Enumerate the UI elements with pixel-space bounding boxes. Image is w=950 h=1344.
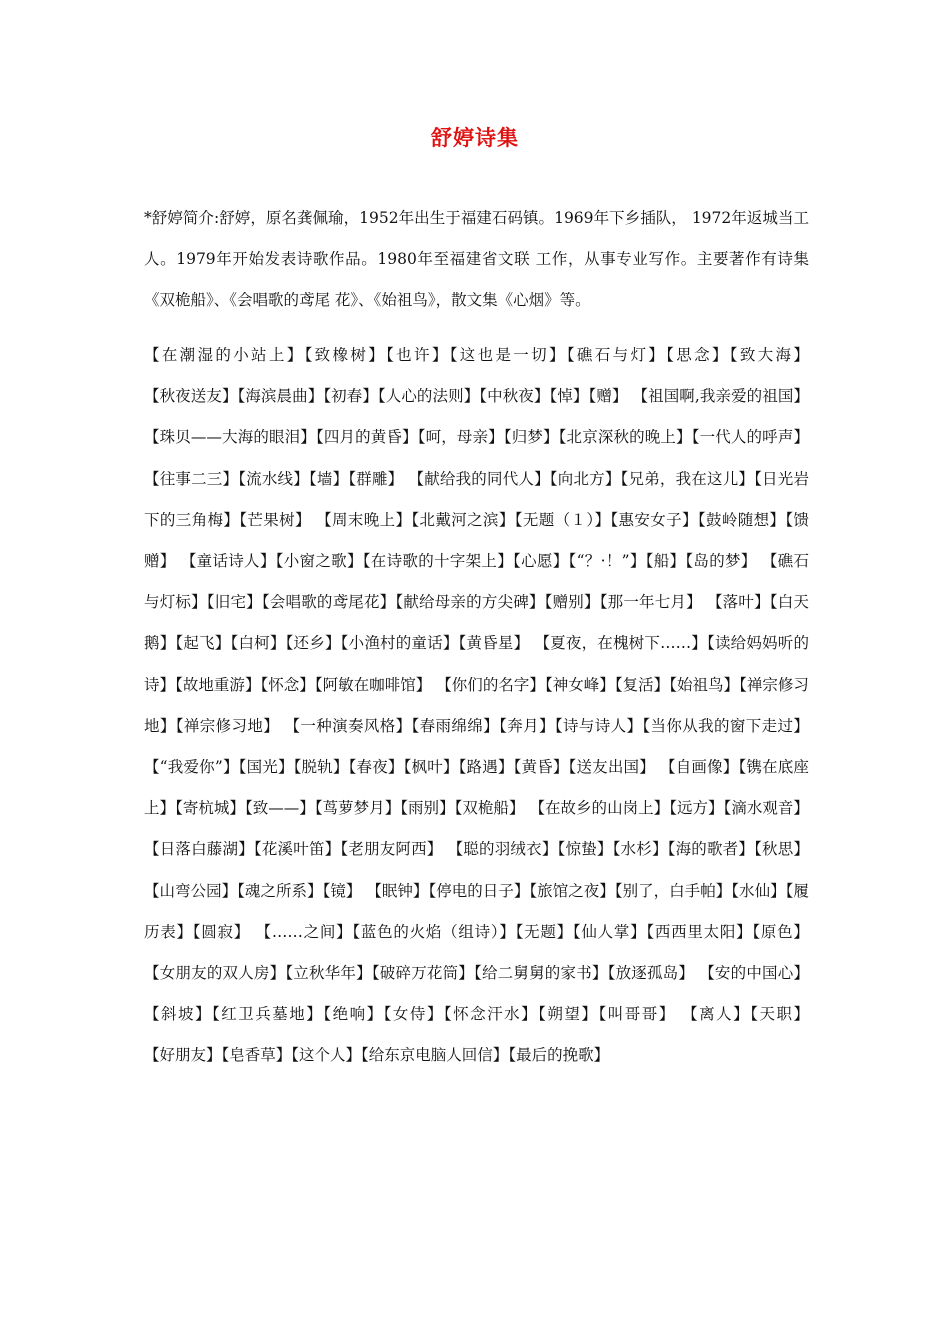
poem-title: 【小窗之歌】 [275, 552, 363, 571]
poem-title: 【寄杭城】 [175, 799, 245, 818]
poem-title: 【红卫兵墓地】 [212, 1005, 324, 1024]
poem-title: 【无题（１）】 [514, 510, 611, 529]
poem-title: 【赠】 [588, 387, 633, 406]
poem-title: 【一种演奏风格】 [284, 716, 412, 735]
poem-title: 【赠别】 [544, 593, 600, 612]
poem-title: 【“？·！”】 [568, 552, 646, 571]
poem-title: 【岛的梦】 [685, 552, 762, 571]
poem-title: 【童话诗人】 [180, 552, 276, 571]
poem-title: 【禅宗修习地】 [175, 716, 285, 735]
poem-title: 【脱轨】 [293, 758, 349, 777]
poem-title: 【西西里太阳】 [646, 922, 753, 941]
poem-title: 【也许】 [386, 346, 450, 364]
poem-title: 【思念】 [666, 346, 730, 364]
poem-title: 【四月的黄昏】 [315, 428, 418, 447]
poem-title: 【聪的羽绒衣】 [447, 840, 558, 859]
poem-title: 【滴水观音】 [723, 799, 809, 818]
poem-title: 【会唱歌的鸢尾花】 [261, 593, 396, 612]
poem-title: 【礁石与灯】 [566, 346, 667, 364]
poem-title: 【初春】 [323, 387, 378, 406]
poem-title: 【诗与诗人】 [554, 716, 643, 735]
poem-title: 【旅馆之夜】 [529, 881, 615, 900]
poem-title: 【……之间】 [255, 922, 353, 941]
poem-title: 【花溪叶笛】 [253, 840, 341, 859]
poem-title: 【芒果树】 [239, 510, 317, 529]
poem-title: 【魂之所系】 [237, 881, 323, 900]
poem-title: 【在潮湿的小站上】 [144, 346, 305, 364]
poem-title: 【老朋友阿西】 [340, 840, 448, 859]
poem-title: 【女侍】 [383, 1005, 444, 1024]
poem-title: 【海滨晨曲】 [237, 387, 324, 406]
poem-title: 【圆寂】 [192, 922, 256, 941]
poem-title: 【破碎万花筒】 [371, 964, 475, 983]
poem-title: 【神女峰】 [544, 675, 615, 694]
poem-title: 【一代人的呼声】 [691, 428, 809, 447]
poem-title: 【好朋友】 [144, 1046, 222, 1065]
poem-title: 【离人】 [682, 1005, 751, 1024]
poem-title: 【国光】 [238, 758, 294, 777]
poem-title: 【别了，白手帕】 [614, 881, 732, 900]
poem-title: 【朔望】 [538, 1005, 599, 1024]
poem-title: 【水杉】 [612, 840, 668, 859]
poem-title: 【禅宗修习地】 [144, 675, 809, 735]
poem-title: 【安的中国心】 [699, 964, 809, 983]
poem-title: 【斜坡】 [144, 1005, 213, 1024]
poem-title: 【旧宅】 [206, 593, 262, 612]
poem-title: 【最后的挽歌】 [508, 1046, 610, 1065]
poem-title: 【白柯】 [230, 634, 286, 653]
poem-title-list [144, 335, 809, 1077]
poem-title: 【群雕】 [348, 469, 409, 488]
poem-title: 【给东京电脑人回信】 [361, 1046, 509, 1065]
poem-title: 【献给我的同代人】 [408, 469, 550, 488]
poem-title: 【路遇】 [458, 758, 514, 777]
document-title: 舒婷诗集 [431, 125, 519, 150]
poem-title: 【黄昏星】 [458, 634, 535, 653]
author-introduction: *舒婷简介:舒婷，原名龚佩瑜，1952年出生于福建石码镇。1969年下乡插队， 1972年返城当工人。1979年开始发表诗歌作品。1980年至福建省文联 工作，从事专业写作。主要著作有诗集《双桅船》、《会唱歌的鸢尾 花》、《始祖鸟》，散文集《心烟》等。 [144, 209, 809, 309]
poem-title: 【叫哥哥】 [598, 1005, 683, 1024]
poem-title: 【这也是一切】 [449, 346, 567, 364]
poem-title: 【蓝色的火焰（组诗）】 [352, 922, 516, 941]
poem-title: 【秋思】 [754, 840, 809, 859]
poem-title: 【还乡】 [285, 634, 341, 653]
poem-title: 【珠贝——大海的眼泪】 [144, 428, 316, 447]
poem-title: 【周末晚上】 [316, 510, 412, 529]
poem-title: 【奔月】 [499, 716, 555, 735]
poem-title: 【黄昏】 [513, 758, 569, 777]
poem-title: 【春夜】 [348, 758, 404, 777]
poem-title: 【雨别】 [400, 799, 455, 818]
poem-title: 【向北方】 [549, 469, 621, 488]
poem-title: 【这个人】 [291, 1046, 362, 1065]
poem-title: 【起飞】 [175, 634, 231, 653]
poem-title: 【海的歌者】 [667, 840, 755, 859]
poem-title: 【日光岩下的三角梅】 [144, 469, 809, 529]
poem-title: 【中秋夜】 [479, 387, 550, 406]
poem-title: 【人心的法则】 [377, 387, 480, 406]
poem-title: 【茑萝梦月】 [314, 799, 401, 818]
poem-title: 【仙人掌】 [572, 922, 647, 941]
poem-title: 【小渔村的童话】 [340, 634, 459, 653]
poem-title: 【原色】 [752, 922, 809, 941]
poem-title: 【悼】 [549, 387, 589, 406]
poem-title: 【落叶】 [706, 593, 770, 612]
poem-title: 【放逐孤岛】 [607, 964, 700, 983]
poem-title: 【致橡树】 [304, 346, 387, 364]
poem-title: 【履历表】 [144, 881, 809, 941]
poem-title: 【献给母亲的方尖碑】 [395, 593, 545, 612]
poem-title: 【无题】 [515, 922, 573, 941]
poem-title: 【双桅船】 [454, 799, 530, 818]
poem-title: 【北京深秋的晚上】 [558, 428, 692, 447]
poem-title: 【馈赠】 [144, 510, 809, 571]
poem-title: 【怀念】 [260, 675, 315, 694]
poem-title: 【枫叶】 [403, 758, 459, 777]
poem-title: 【鼓岭随想】 [697, 510, 786, 529]
poem-title: 【致——】 [244, 799, 315, 818]
poem-title: 【水仙】 [731, 881, 786, 900]
poem-title: 【白天鹅】 [144, 593, 809, 653]
poem-title: 【你们的名字】 [436, 675, 545, 694]
poem-title: 【山弯公园】 [144, 881, 238, 900]
poem-title: 【惊蛰】 [557, 840, 613, 859]
poem-title: 【停电的日子】 [428, 881, 530, 900]
poem-title: 【始祖鸟】 [669, 675, 740, 694]
poem-title: 【心愿】 [513, 552, 569, 571]
poem-title: 【怀念汗水】 [443, 1005, 539, 1024]
poem-title: 【秋夜送友】 [144, 387, 238, 406]
poem-title: 【女朋友的双人房】 [144, 964, 286, 983]
poem-title: 【致大海】 [729, 346, 809, 364]
poem-title: 【礁石与灯标】 [144, 552, 809, 612]
poem-title: 【在故乡的山岗上】 [529, 799, 670, 818]
poem-title: 【夏夜，在槐树下……】 [534, 634, 707, 653]
poem-title: 【当你从我的窗下走过】 [642, 716, 809, 735]
poem-title: 【兄弟，我在这儿】 [620, 469, 755, 488]
poem-title: 【给二舅舅的家书】 [474, 964, 608, 983]
poem-title: 【送友出国】 [568, 758, 661, 777]
poem-title: 【眠钟】 [366, 881, 429, 900]
poem-title: 【“我爱你”】 [144, 758, 239, 777]
poem-title: 【天职】 [750, 1005, 809, 1024]
poem-title: 【镌在底座上】 [144, 758, 809, 818]
poem-title: 【日落白藤湖】 [144, 840, 254, 859]
poem-title: 【读给妈妈听的诗】 [144, 634, 809, 694]
poem-title: 【那一年七月】 [599, 593, 707, 612]
poem-title: 【呵，母亲】 [417, 428, 504, 447]
poem-title: 【皂香草】 [221, 1046, 292, 1065]
poem-title: 【立秋华年】 [285, 964, 372, 983]
poem-title: 【阿敏在咖啡馆】 [314, 675, 437, 694]
poem-title: 【自画像】 [660, 758, 739, 777]
poem-title: 【在诗歌的十字架上】 [362, 552, 514, 571]
poem-title: 【远方】 [669, 799, 724, 818]
poem-title: 【惠安女子】 [610, 510, 698, 529]
poem-title: 【春雨绵绵】 [411, 716, 500, 735]
poem-title: 【祖国啊,我亲爱的祖国】 [632, 387, 809, 406]
poem-title: 【归梦】 [503, 428, 559, 447]
poem-title: 【复活】 [614, 675, 670, 694]
poem-title: 【故地重游】 [175, 675, 261, 694]
poem-title: 【船】 [645, 552, 686, 571]
poem-title: 【绝响】 [323, 1005, 384, 1024]
poem-title: 【墙】 [308, 469, 349, 488]
poem-title: 【北戴河之滨】 [411, 510, 515, 529]
poem-title: 【往事二三】 [144, 469, 239, 488]
poem-title: 【镜】 [322, 881, 367, 900]
poem-title: 【流水线】 [238, 469, 309, 488]
